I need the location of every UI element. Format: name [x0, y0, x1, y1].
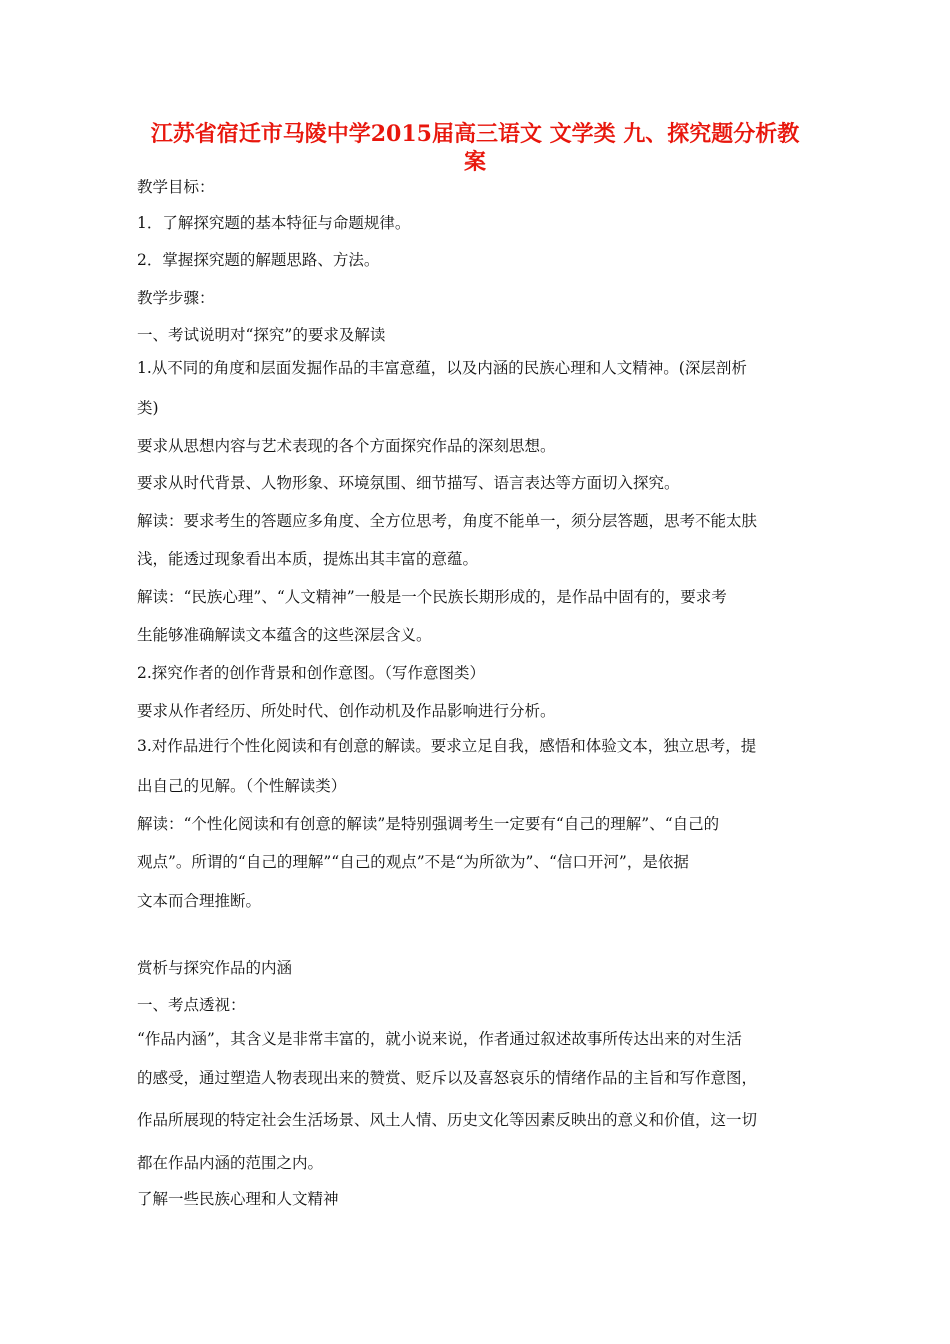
- body-line: 3.对作品进行个性化阅读和有创意的解读。要求立足自我，感悟和体验文本，独立思考，提: [137, 737, 757, 755]
- body-line: 1.从不同的角度和层面发掘作品的丰富意蕴，以及内涵的民族心理和人文精神。(深层剖析: [137, 359, 747, 377]
- body-line: 文本而合理推断。: [137, 892, 262, 910]
- body-line: 1．了解探究题的基本特征与命题规律。: [137, 214, 411, 232]
- body-line: 生能够准确解读文本蕴含的这些深层含义。: [137, 626, 432, 644]
- body-line: 解读：“个性化阅读和有创意的解读”是特别强调考生一定要有“自己的理解”、“自己的: [137, 815, 720, 833]
- body-line: 解读：要求考生的答题应多角度、全方位思考，角度不能单一，须分层答题，思考不能太肤: [137, 512, 758, 530]
- body-line: 的感受，通过塑造人物表现出来的赞赏、贬斥以及喜怒哀乐的情绪作品的主旨和写作意图，: [137, 1069, 758, 1087]
- section-heading: 赏析与探究作品的内涵: [137, 959, 293, 977]
- body-line: 作品所展现的特定社会生活场景、风土人情、历史文化等因素反映出的意义和价值，这一切: [137, 1111, 758, 1129]
- body-line: 要求从作者经历、所处时代、创作动机及作品影响进行分析。: [137, 702, 556, 720]
- body-line: 都在作品内涵的范围之内。: [137, 1154, 324, 1172]
- body-line: 解读：“民族心理”、“人文精神”一般是一个民族长期形成的，是作品中固有的，要求考: [137, 588, 727, 606]
- body-line: 教学步骤：: [137, 289, 215, 307]
- body-line: 了解一些民族心理和人文精神: [137, 1190, 339, 1208]
- body-line: 观点”。所谓的“自己的理解”“自己的观点”不是“为所欲为”、“信口开河”，是依据: [137, 853, 689, 871]
- title-line-2: 案: [463, 149, 486, 175]
- document-title: [120, 120, 830, 176]
- body-line: 一、考点透视：: [137, 996, 246, 1014]
- body-line: 浅，能透过现象看出本质，提炼出其丰富的意蕴。: [137, 550, 479, 568]
- body-line: 一、考试说明对“探究”的要求及解读: [137, 326, 386, 344]
- body-line: 2.探究作者的创作背景和创作意图。（写作意图类）: [137, 664, 486, 682]
- body-line: 教学目标：: [137, 178, 215, 196]
- body-line: 出自己的见解。（个性解读类）: [137, 777, 347, 795]
- body-line: 要求从思想内容与艺术表现的各个方面探究作品的深刻思想。: [137, 437, 556, 455]
- body-line: 要求从时代背景、人物形象、环境氛围、细节描写、语言表达等方面切入探究。: [137, 474, 680, 492]
- body-line: 类): [137, 399, 159, 417]
- body-line: 2．掌握探究题的解题思路、方法。: [137, 251, 380, 269]
- title-line-1: 江苏省宿迁市马陵中学2015届高三语文 文学类 九、探究题分析教: [150, 121, 800, 147]
- body-line: “作品内涵”，其含义是非常丰富的，就小说来说，作者通过叙述故事所传达出来的对生活: [137, 1030, 742, 1048]
